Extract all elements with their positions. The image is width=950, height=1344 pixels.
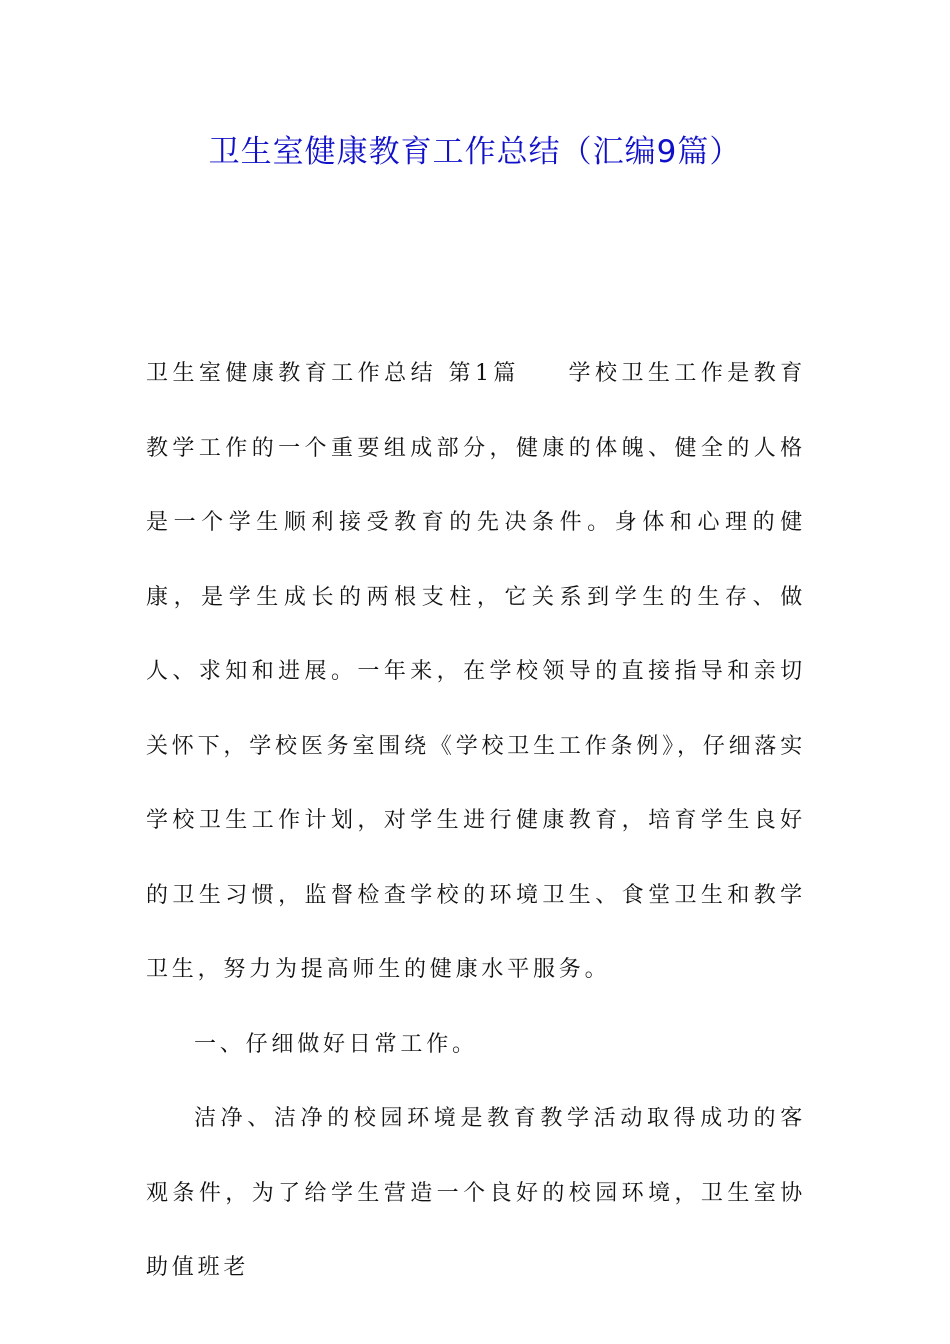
paragraph-text: 学校卫生工作是教育教学工作的一个重要组成部分，健康的体魄、健全的人格是一个学生顺利接受教育的先决条件。身体和心理的健康，是学生成长的两根支柱，它关系到学生的生存、做人、求知和进展。一年来，在学校领导的直接指导和亲切关怀下，学校医务室围绕《学校卫生工作条例》，仔细落实学校卫生工作计划，对学生进行健康教育，培育学生良好的卫生习惯，监督检查学校的环境卫生、食堂卫生和教学卫生，努力为提高师生的健康水平服务。	[146, 361, 806, 982]
document-body	[146, 337, 806, 1306]
section-heading: 卫生室健康教育工作总结 第1篇	[146, 361, 520, 386]
section-subheading: 一、仔细做好日常工作。	[194, 1031, 478, 1057]
first-paragraph	[146, 337, 806, 1008]
paragraph-text: 洁净、洁净的校园环境是教育教学活动取得成功的客观条件，为了给学生营造一个良好的校园环境，卫生室协助值班老	[146, 1106, 806, 1280]
document-title: 卫生室健康教育工作总结（汇编9篇）	[208, 134, 742, 170]
